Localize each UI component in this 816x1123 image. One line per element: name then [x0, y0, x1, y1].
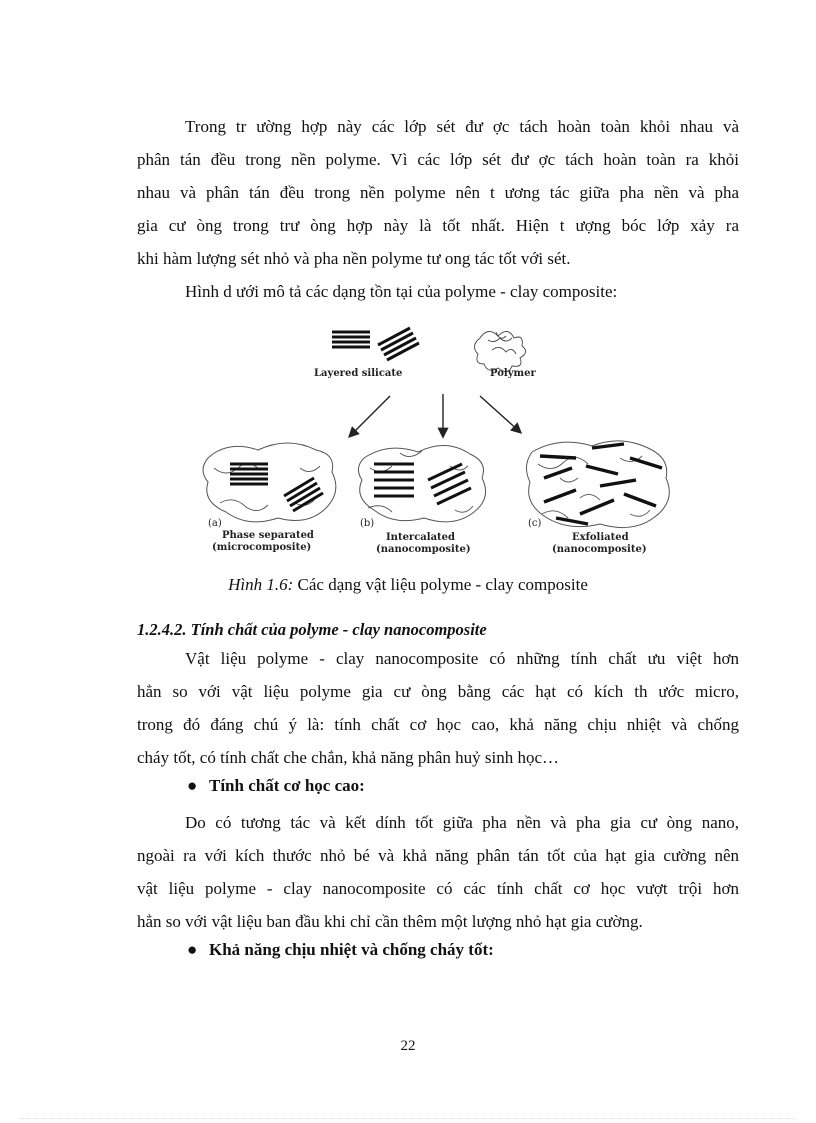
figure-caption-number: Hình 1.6:: [228, 575, 294, 594]
bullet-heat-fire-resistance: [187, 940, 494, 960]
bullet-dot-icon: ●: [187, 940, 198, 959]
bullet-dot-icon: ●: [187, 776, 198, 795]
text-line: ngoài ra với kích thước nhỏ bé và khả năng phân tán tốt của hạt gia cường nên: [137, 846, 739, 865]
paragraph-exfoliated-description: [137, 110, 739, 275]
text-line: Vật liệu polyme - clay nanocomposite có những tính chất ưu việt hơn: [185, 649, 739, 668]
page-bottom-divider: [20, 1118, 796, 1119]
bullet-mechanical-properties: [187, 776, 365, 796]
text-line: Trong tr ường hợp này các lớp sét đư ợc tách hoàn toàn khỏi nhau và: [185, 117, 739, 136]
text-line: Hình d ưới mô tả các dạng tồn tại của polyme - clay composite:: [185, 282, 618, 301]
panel-a-letter: (a): [208, 518, 222, 529]
figure-caption: [0, 575, 816, 595]
panel-a-subtitle: (microcomposite): [212, 542, 312, 553]
panel-a-title: Phase separated: [222, 530, 314, 541]
panel-c-title: Exfoliated: [572, 532, 629, 543]
arrows: [350, 394, 520, 436]
panel-b-subtitle: (nanocomposite): [376, 544, 471, 555]
figure-caption-text: Các dạng vật liệu polyme - clay composite: [293, 575, 588, 594]
paragraph-mechanical-properties: [137, 806, 739, 938]
text-line: khi hàm lượng sét nhỏ và pha nền polyme tư ong tác tốt với sét.: [137, 249, 571, 268]
text-line: trong đó đáng chú ý là: tính chất cơ học cao, khả năng chịu nhiệt và chống: [137, 715, 739, 734]
panel-a-illustration: [203, 443, 336, 522]
figure-illustration: [200, 318, 680, 563]
text-line: nhau và phân tán đều trong nền polyme nên t ương tác giữa pha nền và pha: [137, 183, 739, 202]
text-line: phân tán đều trong nền polyme. Vì các lớp sét đư ợc tách hoàn toàn ra khỏi: [137, 150, 739, 169]
panel-c-subtitle: (nanocomposite): [552, 544, 647, 555]
bullet-text: Tính chất cơ học cao:: [209, 776, 365, 795]
text-line: hẳn so với vật liệu polyme gia cư òng bằng các hạt có kích th ước micro,: [137, 682, 739, 701]
text-line: vật liệu polyme - clay nanocomposite có các tính chất cơ học vượt trội hơn: [137, 879, 739, 898]
panel-b-letter: (b): [360, 518, 375, 529]
composite-structure-figure: [200, 318, 680, 563]
paragraph-properties-intro: [137, 642, 739, 774]
page-number: 22: [400, 1038, 416, 1054]
polymer-coil: [474, 331, 525, 371]
layered-silicate-stack-tilted: [378, 328, 419, 360]
bullet-text: Khả năng chịu nhiệt và chống cháy tốt:: [209, 940, 494, 959]
paragraph-figure-intro: [137, 275, 739, 308]
polymer-label: Polymer: [490, 368, 536, 379]
text-line: Do có tương tác và kết dính tốt giữa pha nền và pha gia cư òng nano,: [185, 813, 739, 832]
layered-silicate-stack: [332, 332, 370, 347]
panel-c-illustration: [526, 441, 669, 528]
text-line: hẳn so với vật liệu ban đầu khi chỉ cần thêm một lượng nhỏ hạt gia cường.: [137, 912, 643, 931]
section-heading: 1.2.4.2. Tính chất của polyme - clay nanocomposite: [137, 620, 487, 639]
panel-b-illustration: [358, 445, 485, 521]
text-line: gia cư òng trong trư òng hợp này là tốt nhất. Hiện t ượng bóc lớp xảy ra: [137, 216, 739, 235]
panel-c-letter: (c): [528, 518, 542, 529]
panel-b-title: Intercalated: [386, 532, 456, 543]
text-line: cháy tốt, có tính chất che chắn, khả năng phân huỷ sinh học…: [137, 748, 560, 767]
layered-silicate-label: Layered silicate: [314, 368, 403, 379]
